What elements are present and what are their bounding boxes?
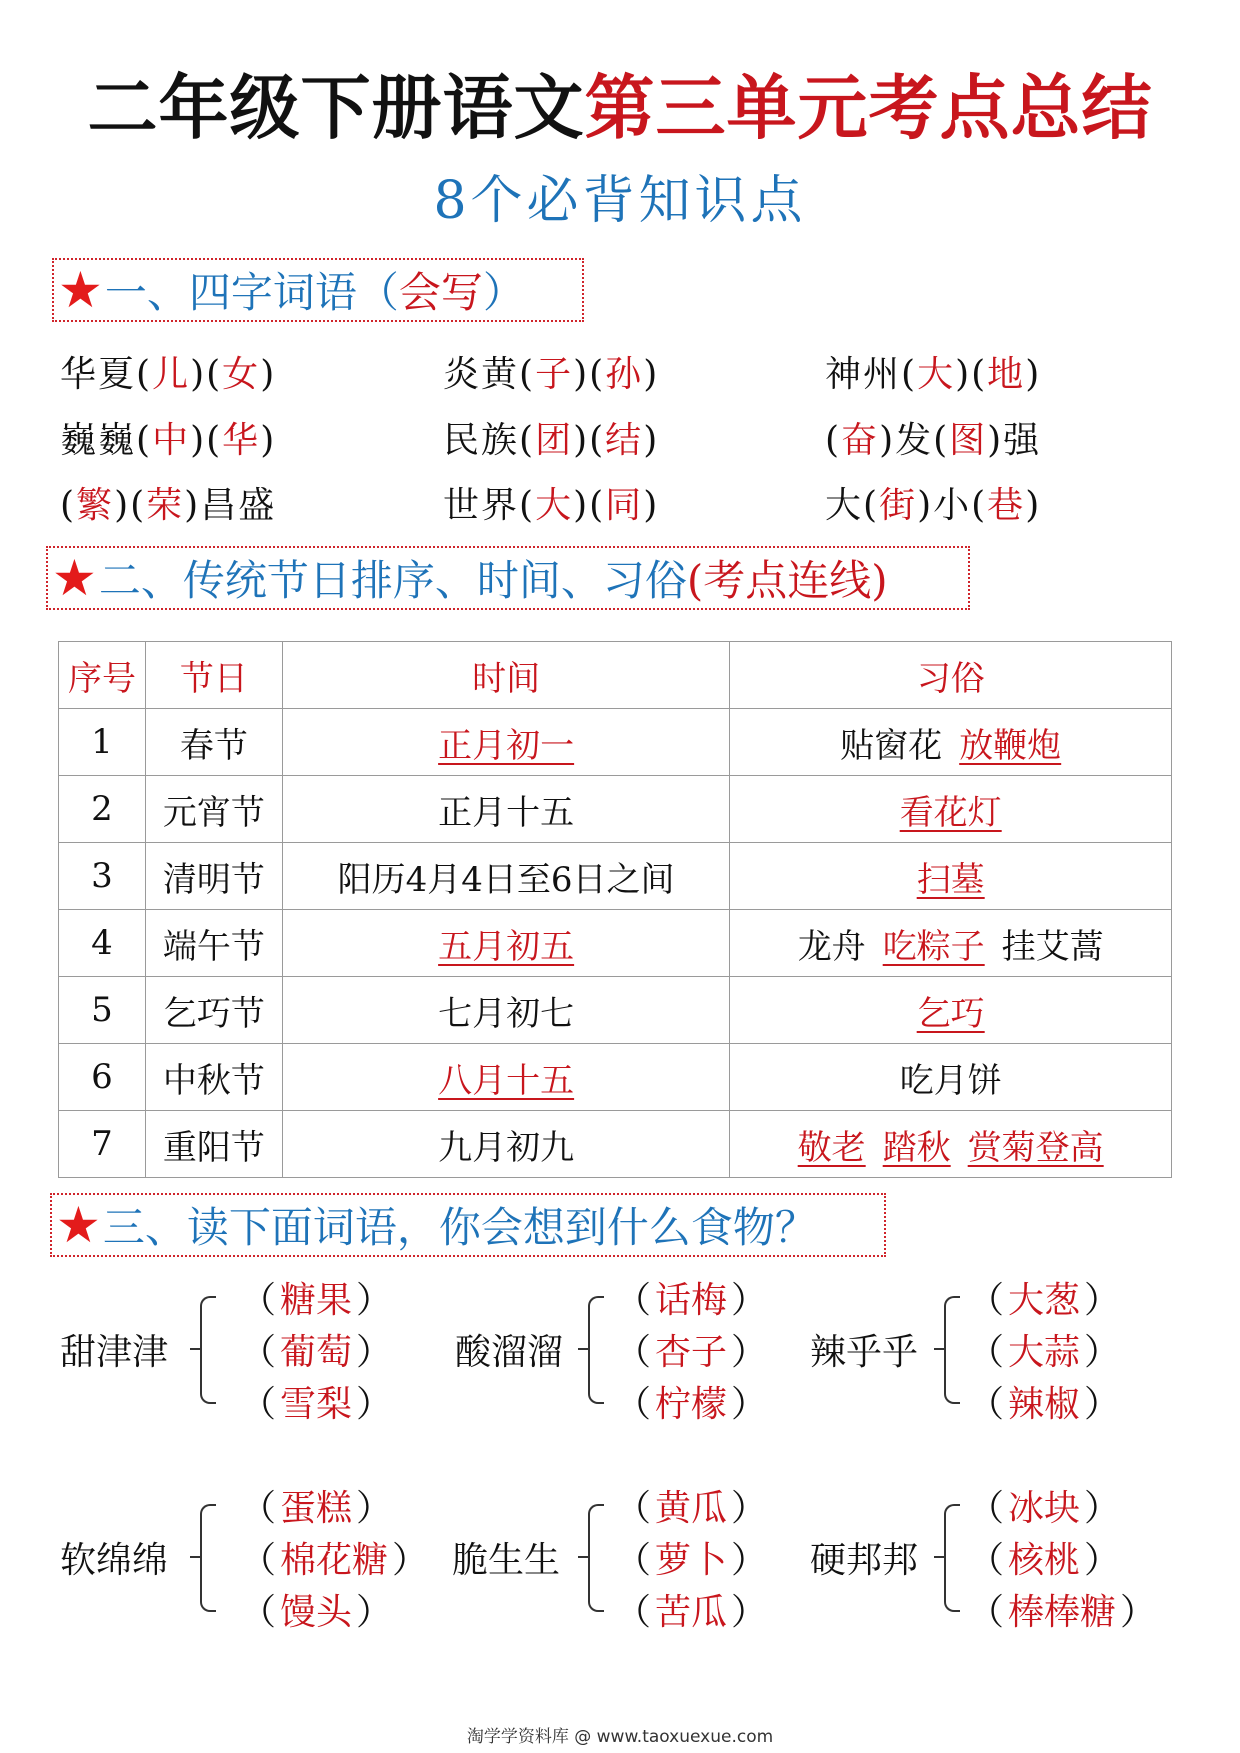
paren-open: （ xyxy=(968,1332,1005,1373)
cell-time xyxy=(282,1111,730,1178)
word-item xyxy=(60,346,276,397)
cell-no: 3 xyxy=(59,843,146,910)
food-answer: 核桃 xyxy=(1008,1540,1081,1581)
word-answer: 中 xyxy=(152,420,191,461)
cell-custom xyxy=(730,1111,1172,1178)
word-text: ( xyxy=(901,354,918,395)
cell-festival: 清明节 xyxy=(145,843,282,910)
cell-time xyxy=(282,776,730,843)
word-item xyxy=(825,477,1041,528)
time-answer: 五月初五 xyxy=(438,926,575,967)
food-answer: 苦瓜 xyxy=(655,1592,728,1633)
word-text: ) xyxy=(1025,354,1042,395)
food-item xyxy=(615,1532,767,1583)
section1-heading-text: 一、四字词语 xyxy=(104,268,357,317)
food-answer: 棉花糖 xyxy=(280,1540,389,1581)
custom-text: 吃月饼 xyxy=(899,1060,1002,1101)
word-answer: 荣 xyxy=(146,485,185,526)
paren-open: （ xyxy=(615,1384,652,1425)
word-text: 巍巍 xyxy=(60,420,137,461)
time-answer: 八月十五 xyxy=(438,1060,575,1101)
word-item xyxy=(443,412,659,463)
food-answer: 馒头 xyxy=(280,1592,353,1633)
header-custom: 习俗 xyxy=(730,642,1172,709)
paren-open: （ xyxy=(968,1384,1005,1425)
paren-open: （ xyxy=(615,1592,652,1633)
cell-no: 6 xyxy=(59,1044,146,1111)
title-red: 第三单元考点总结 xyxy=(584,67,1153,149)
paren-close: ） xyxy=(1084,1332,1121,1373)
food-item xyxy=(968,1272,1120,1323)
cell-festival: 中秋节 xyxy=(145,1044,282,1111)
footer-watermark: 淘学学资料库 @ www.taoxuexue.com xyxy=(466,1727,774,1747)
paren-open: （ xyxy=(968,1280,1005,1321)
cell-time xyxy=(282,1044,730,1111)
cell-festival: 端午节 xyxy=(145,910,282,977)
cell-festival: 乞巧节 xyxy=(145,977,282,1044)
word-item xyxy=(60,412,276,463)
food-item xyxy=(615,1272,767,1323)
group-label: 辣乎乎 xyxy=(810,1332,919,1373)
group-label: 甜津津 xyxy=(60,1332,169,1373)
paren-close: ） xyxy=(356,1384,393,1425)
custom-answer: 乞巧 xyxy=(916,993,985,1034)
header-no: 序号 xyxy=(59,642,146,709)
word-text: ( xyxy=(519,485,536,526)
word-text: ( xyxy=(60,485,77,526)
section3-heading xyxy=(50,1193,886,1257)
brace-icon xyxy=(200,1296,216,1404)
word-text: ) xyxy=(260,354,277,395)
page-title xyxy=(0,52,1240,153)
word-text: ( xyxy=(863,485,880,526)
word-answer: 儿 xyxy=(152,354,191,395)
brace-icon xyxy=(588,1504,604,1612)
food-answer: 冰块 xyxy=(1008,1488,1081,1529)
food-item xyxy=(968,1584,1156,1635)
food-answer: 萝卜 xyxy=(655,1540,728,1581)
food-item xyxy=(968,1480,1120,1531)
food-item xyxy=(240,1584,392,1635)
food-item xyxy=(240,1376,392,1427)
food-item xyxy=(240,1480,392,1531)
word-answer: 巷 xyxy=(987,485,1026,526)
paren-close: ） xyxy=(392,1540,429,1581)
word-text: )( xyxy=(573,485,606,526)
word-text: 民族 xyxy=(443,420,520,461)
page-subtitle: 8个必背知识点 xyxy=(433,171,807,231)
paren-close: ） xyxy=(356,1592,393,1633)
table-header-row xyxy=(59,642,1172,709)
section1-heading xyxy=(52,258,584,322)
food-answer: 柠檬 xyxy=(655,1384,728,1425)
group-label: 酸溜溜 xyxy=(455,1332,564,1373)
table-row xyxy=(59,843,1172,910)
brace-tick xyxy=(190,1556,200,1558)
custom-answer: 放鞭炮 xyxy=(959,725,1062,766)
word-answer: 大 xyxy=(917,354,956,395)
brace-tick xyxy=(934,1556,944,1558)
section1-heading-note: 会写 xyxy=(398,268,483,317)
word-answer: 女 xyxy=(222,354,261,395)
word-text: ) xyxy=(643,485,660,526)
title-black: 二年级下册语文 xyxy=(87,67,585,149)
paren-close: ） xyxy=(356,1488,393,1529)
table-row xyxy=(59,776,1172,843)
section3-heading-text: 三、读下面词语，你会想到什么食物？ xyxy=(102,1203,817,1252)
table-row xyxy=(59,1111,1172,1178)
cell-custom xyxy=(730,977,1172,1044)
word-text: ( xyxy=(136,354,153,395)
word-text: ) xyxy=(260,420,277,461)
cell-no: 4 xyxy=(59,910,146,977)
word-answer: 子 xyxy=(535,354,574,395)
word-item xyxy=(825,412,1041,463)
food-answer: 糖果 xyxy=(280,1280,353,1321)
brace-icon xyxy=(944,1296,960,1404)
word-item xyxy=(443,477,659,528)
paren-open: （ xyxy=(615,1540,652,1581)
header-festival: 节日 xyxy=(145,642,282,709)
section1-heading-paren-open: （ xyxy=(356,268,399,317)
word-text: )( xyxy=(190,354,223,395)
food-item xyxy=(240,1272,392,1323)
custom-text: 挂艾蒿 xyxy=(1001,926,1104,967)
paren-close: ） xyxy=(356,1332,393,1373)
word-item xyxy=(825,346,1041,397)
paren-close: ） xyxy=(731,1488,768,1529)
food-item xyxy=(240,1532,428,1583)
word-text: )( xyxy=(114,485,147,526)
paren-open: （ xyxy=(240,1540,277,1581)
cell-custom xyxy=(730,709,1172,776)
word-answer: 图 xyxy=(949,420,988,461)
header-time: 时间 xyxy=(282,642,730,709)
food-answer: 黄瓜 xyxy=(655,1488,728,1529)
brace-tick xyxy=(934,1348,944,1350)
paren-close: ） xyxy=(1084,1384,1121,1425)
word-text: 大 xyxy=(825,485,864,526)
time-text: 九月初九 xyxy=(438,1127,575,1168)
cell-festival: 春节 xyxy=(145,709,282,776)
brace-icon xyxy=(200,1504,216,1612)
cell-time xyxy=(282,977,730,1044)
festival-table xyxy=(58,641,1172,1178)
custom-answer: 踏秋 xyxy=(882,1127,951,1168)
word-answer: 街 xyxy=(879,485,918,526)
word-text: 华夏 xyxy=(60,354,137,395)
paren-close: ） xyxy=(731,1384,768,1425)
food-answer: 棒棒糖 xyxy=(1008,1592,1117,1633)
paren-open: （ xyxy=(240,1280,277,1321)
word-item xyxy=(60,477,276,528)
cell-time xyxy=(282,910,730,977)
star-icon: ★ xyxy=(56,1196,101,1254)
word-text: ( xyxy=(136,420,153,461)
word-text: )( xyxy=(573,420,606,461)
brace-icon xyxy=(944,1504,960,1612)
word-answer: 奋 xyxy=(841,420,880,461)
star-icon: ★ xyxy=(58,261,103,319)
cell-custom xyxy=(730,910,1172,977)
table-row xyxy=(59,910,1172,977)
cell-time xyxy=(282,843,730,910)
group-label: 软绵绵 xyxy=(60,1540,169,1581)
cell-no: 2 xyxy=(59,776,146,843)
time-text: 七月初七 xyxy=(438,993,575,1034)
custom-answer: 赏菊登高 xyxy=(967,1127,1104,1168)
cell-custom xyxy=(730,843,1172,910)
food-answer: 杏子 xyxy=(655,1332,728,1373)
food-item xyxy=(968,1532,1120,1583)
word-text: 神州 xyxy=(825,354,902,395)
word-text: )强 xyxy=(987,420,1042,461)
brace-icon xyxy=(588,1296,604,1404)
brace-tick xyxy=(190,1348,200,1350)
time-answer: 正月初一 xyxy=(438,725,575,766)
word-text: ( xyxy=(519,420,536,461)
paren-close: ） xyxy=(731,1540,768,1581)
section2-heading-text: 二、传统节日排序、时间、习俗 xyxy=(98,556,687,605)
word-item xyxy=(443,346,659,397)
word-text: ) xyxy=(643,354,660,395)
table-row xyxy=(59,1044,1172,1111)
section2-heading xyxy=(46,546,970,610)
word-answer: 团 xyxy=(535,420,574,461)
word-answer: 结 xyxy=(605,420,644,461)
cell-no: 5 xyxy=(59,977,146,1044)
food-item xyxy=(615,1584,767,1635)
word-text: )小( xyxy=(917,485,988,526)
cell-no: 1 xyxy=(59,709,146,776)
food-answer: 雪梨 xyxy=(280,1384,353,1425)
table-row xyxy=(59,709,1172,776)
food-answer: 蛋糕 xyxy=(280,1488,353,1529)
time-text: 阳历4月4日至6日之间 xyxy=(337,859,675,900)
word-text: )( xyxy=(573,354,606,395)
word-text: )昌盛 xyxy=(184,485,277,526)
food-answer: 话梅 xyxy=(655,1280,728,1321)
time-text: 正月十五 xyxy=(438,792,575,833)
word-text: )发( xyxy=(879,420,950,461)
food-answer: 大蒜 xyxy=(1008,1332,1081,1373)
word-answer: 同 xyxy=(605,485,644,526)
word-text: ) xyxy=(1025,485,1042,526)
word-text: ) xyxy=(643,420,660,461)
paren-open: （ xyxy=(615,1332,652,1373)
paren-open: （ xyxy=(968,1540,1005,1581)
word-text: ( xyxy=(825,420,842,461)
paren-close: ） xyxy=(731,1280,768,1321)
paren-close: ） xyxy=(1120,1592,1157,1633)
food-answer: 大葱 xyxy=(1008,1280,1081,1321)
word-answer: 大 xyxy=(535,485,574,526)
word-answer: 地 xyxy=(987,354,1026,395)
paren-open: （ xyxy=(240,1332,277,1373)
cell-festival: 元宵节 xyxy=(145,776,282,843)
paren-close: ） xyxy=(1084,1280,1121,1321)
custom-answer: 吃粽子 xyxy=(882,926,985,967)
section1-heading-paren-close: ） xyxy=(482,268,525,317)
word-answer: 华 xyxy=(222,420,261,461)
cell-custom xyxy=(730,1044,1172,1111)
paren-open: （ xyxy=(968,1592,1005,1633)
food-item xyxy=(968,1376,1120,1427)
paren-close: ） xyxy=(731,1592,768,1633)
paren-close: ） xyxy=(731,1332,768,1373)
food-answer: 葡萄 xyxy=(280,1332,353,1373)
paren-open: （ xyxy=(968,1488,1005,1529)
cell-festival: 重阳节 xyxy=(145,1111,282,1178)
star-icon: ★ xyxy=(52,549,97,607)
paren-open: （ xyxy=(615,1280,652,1321)
word-answer: 繁 xyxy=(76,485,115,526)
brace-tick xyxy=(578,1556,588,1558)
cell-custom xyxy=(730,776,1172,843)
brace-tick xyxy=(578,1348,588,1350)
paren-open: （ xyxy=(240,1384,277,1425)
paren-close: ） xyxy=(1084,1488,1121,1529)
custom-answer: 看花灯 xyxy=(899,792,1002,833)
food-answer: 辣椒 xyxy=(1008,1384,1081,1425)
cell-no: 7 xyxy=(59,1111,146,1178)
paren-open: （ xyxy=(240,1592,277,1633)
word-text: )( xyxy=(190,420,223,461)
custom-text: 贴窗花 xyxy=(840,725,943,766)
cell-time xyxy=(282,709,730,776)
word-text: 世界 xyxy=(443,485,520,526)
paren-open: （ xyxy=(615,1488,652,1529)
paren-close: ） xyxy=(356,1280,393,1321)
word-answer: 孙 xyxy=(605,354,644,395)
paren-close: ） xyxy=(1084,1540,1121,1581)
paren-open: （ xyxy=(240,1488,277,1529)
food-item xyxy=(615,1324,767,1375)
custom-answer: 敬老 xyxy=(797,1127,866,1168)
word-text: )( xyxy=(955,354,988,395)
section2-heading-note: (考点连线) xyxy=(686,556,888,605)
custom-text: 龙舟 xyxy=(797,926,866,967)
word-text: 炎黄 xyxy=(443,354,520,395)
food-item xyxy=(240,1324,392,1375)
food-item xyxy=(615,1480,767,1531)
table-row xyxy=(59,977,1172,1044)
food-item xyxy=(968,1324,1120,1375)
word-text: ( xyxy=(519,354,536,395)
food-item xyxy=(615,1376,767,1427)
group-label: 脆生生 xyxy=(452,1540,561,1581)
group-label: 硬邦邦 xyxy=(810,1540,919,1581)
custom-answer: 扫墓 xyxy=(916,859,985,900)
